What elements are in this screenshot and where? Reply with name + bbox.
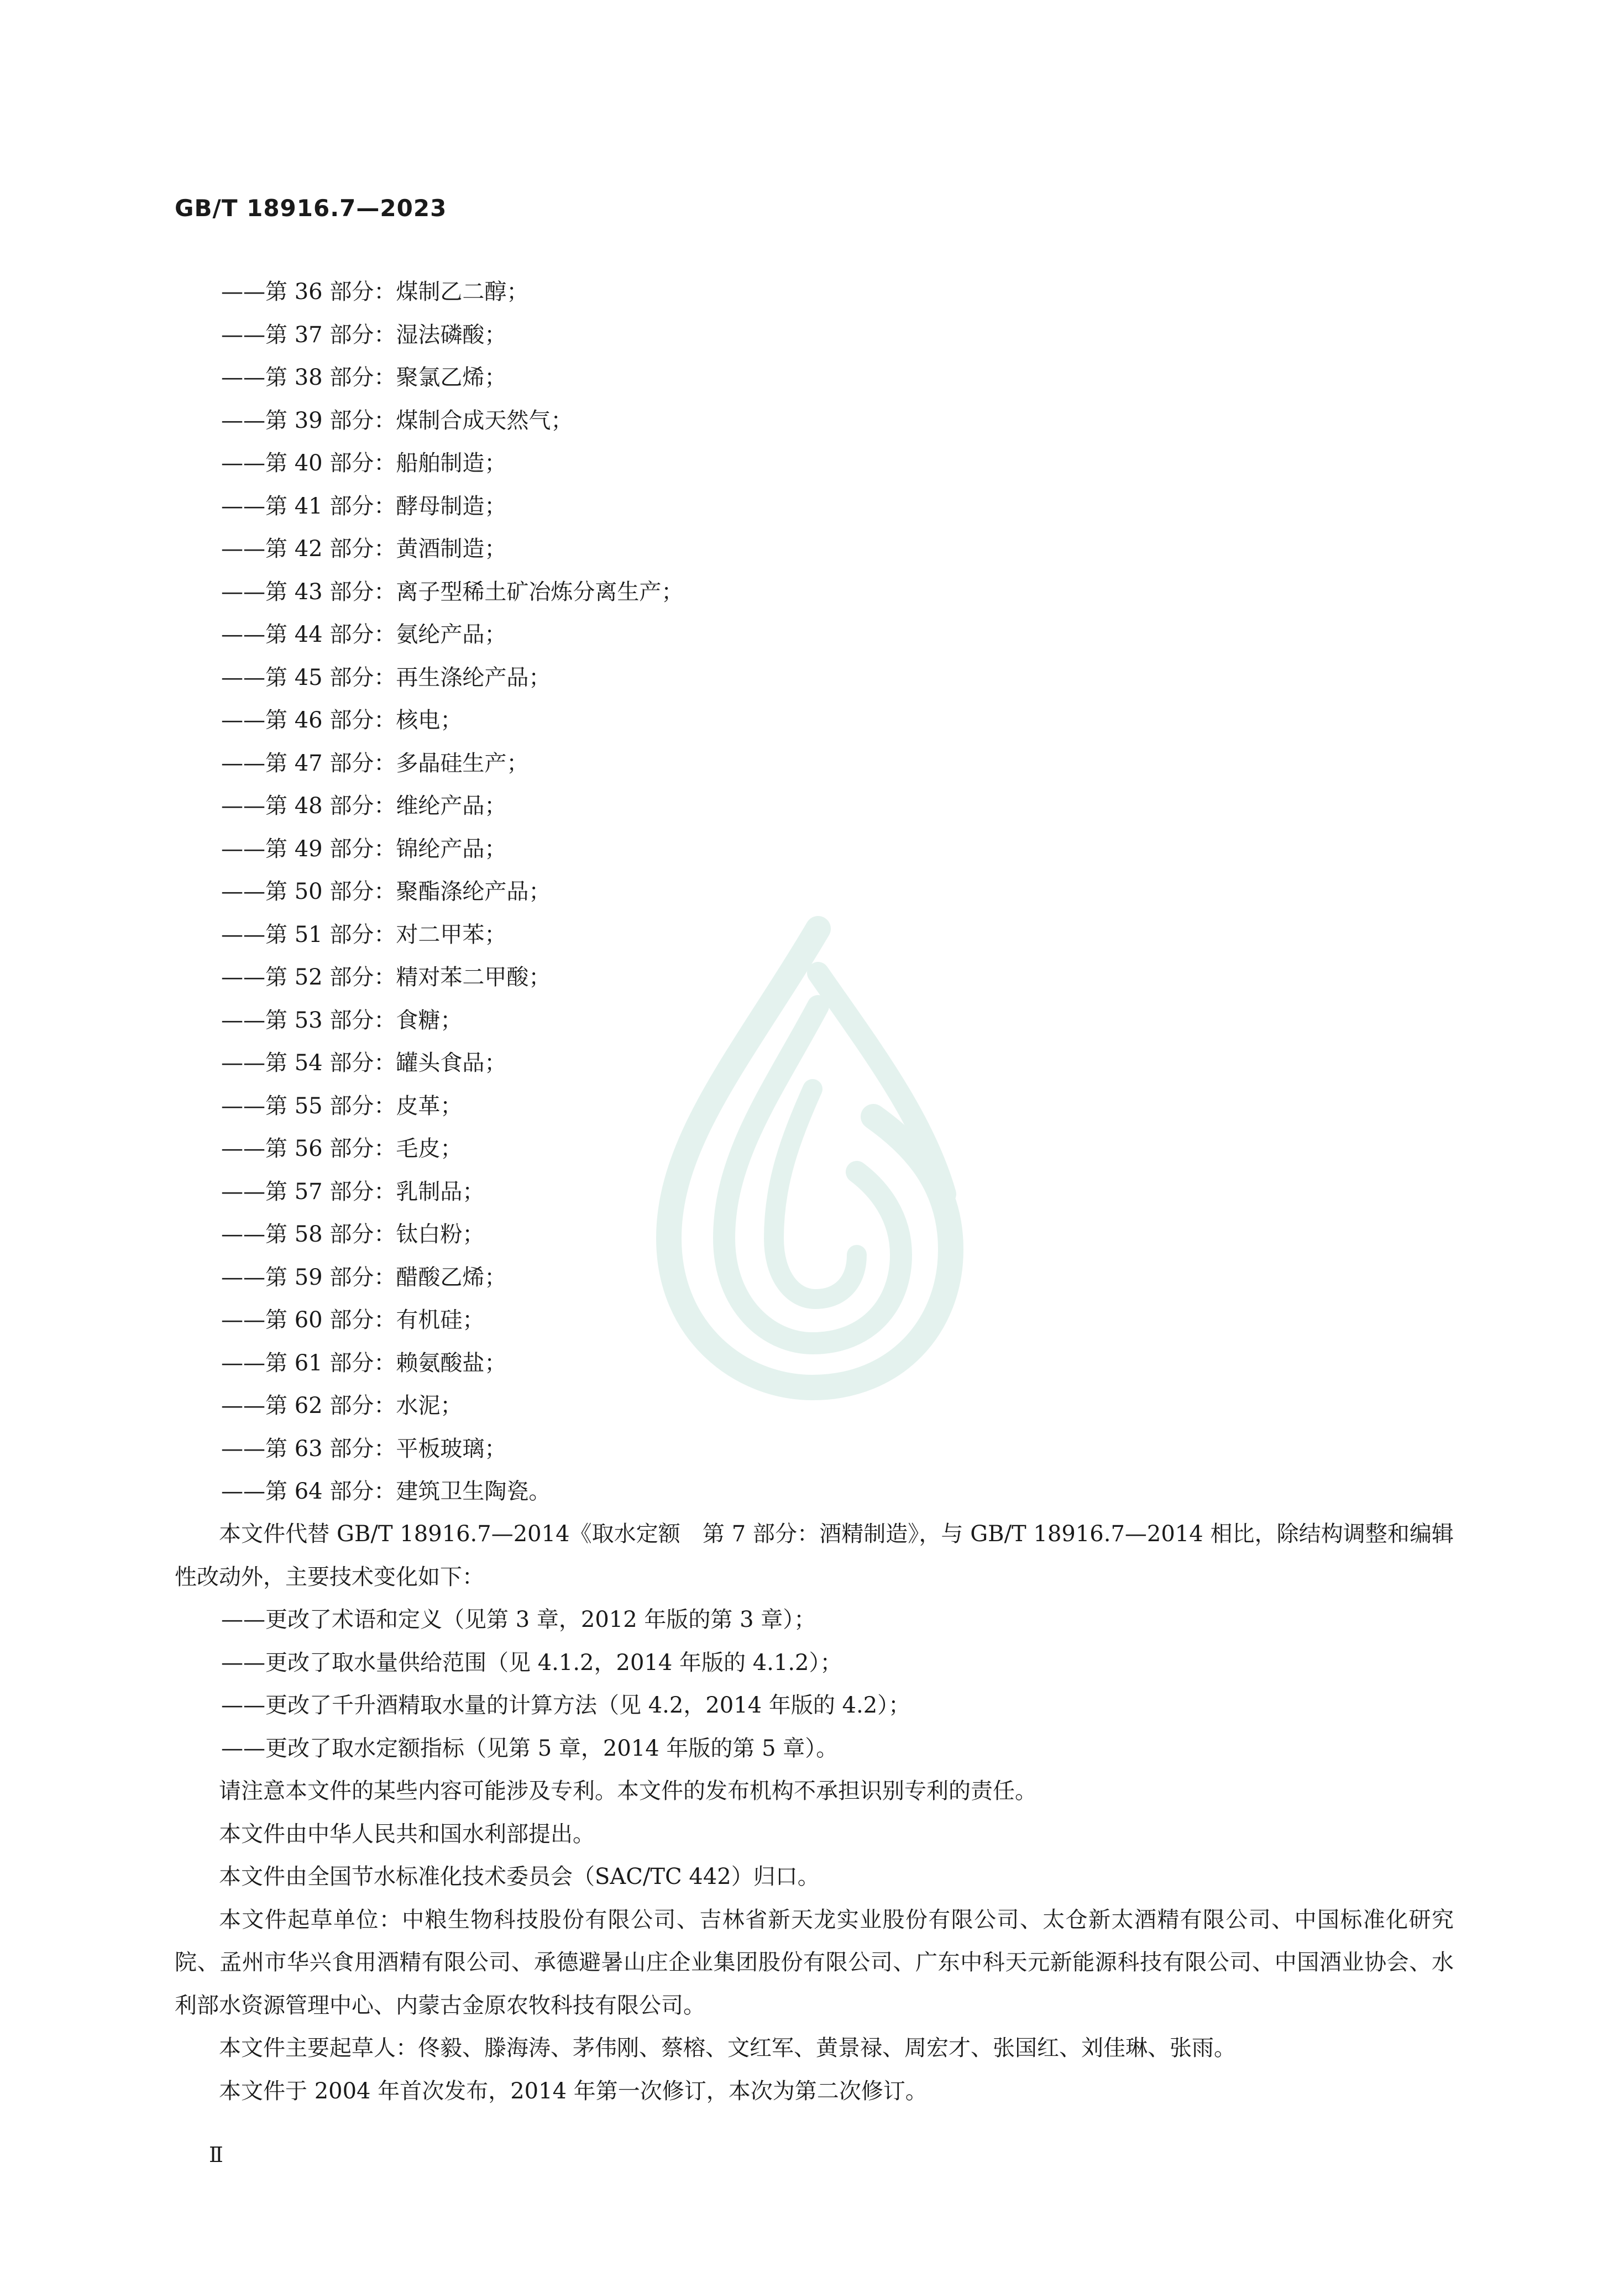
history-paragraph: 本文件于 2004 年首次发布，2014 年第一次修订，本次为第二次修订。 bbox=[219, 2078, 928, 2104]
part-list-item: ——第 64 部分：建筑卫生陶瓷。 bbox=[221, 1479, 551, 1504]
part-list-item: ——第 41 部分：酵母制造； bbox=[221, 493, 507, 519]
change-list-item: ——更改了千升酒精取水量的计算方法（见 4.2，2014 年版的 4.2）； bbox=[221, 1693, 911, 1718]
standard-code-header: GB/T 18916.7—2023 bbox=[175, 195, 447, 222]
part-list-item: ——第 51 部分：对二甲苯； bbox=[221, 922, 507, 947]
parts-list bbox=[221, 271, 1454, 1514]
body-paragraphs bbox=[175, 1513, 1454, 2113]
committee-paragraph: 本文件由全国节水标准化技术委员会（SAC/TC 442）归口。 bbox=[219, 1864, 820, 1889]
change-list-item: ——更改了术语和定义（见第 3 章，2012 年版的第 3 章）； bbox=[221, 1607, 816, 1632]
part-list-item: ——第 48 部分：维纶产品； bbox=[221, 793, 507, 819]
part-list-item: ——第 46 部分：核电； bbox=[221, 708, 463, 733]
part-list-item: ——第 38 部分：聚氯乙烯； bbox=[221, 365, 507, 390]
part-list-item: ——第 39 部分：煤制合成天然气； bbox=[221, 407, 573, 433]
part-list-item: ——第 57 部分：乳制品； bbox=[221, 1179, 485, 1205]
part-list-item: ——第 42 部分：黄酒制造； bbox=[221, 536, 507, 562]
part-list-item: ——第 45 部分：再生涤纶产品； bbox=[221, 664, 551, 690]
part-list-item: ——第 56 部分：毛皮； bbox=[221, 1136, 463, 1161]
part-list-item: ——第 49 部分：锦纶产品； bbox=[221, 836, 507, 862]
proposer-paragraph: 本文件由中华人民共和国水利部提出。 bbox=[219, 1821, 595, 1847]
part-list-item: ——第 60 部分：有机硅； bbox=[221, 1307, 485, 1333]
part-list-item: ——第 50 部分：聚酯涤纶产品； bbox=[221, 879, 551, 904]
part-list-item: ——第 53 部分：食糖； bbox=[221, 1007, 463, 1033]
part-list-item: ——第 63 部分：平板玻璃； bbox=[221, 1436, 507, 1462]
drafters-paragraph: 本文件主要起草人：佟毅、滕海涛、茅伟刚、蔡榕、文红军、黄景禄、周宏才、张国红、刘佳琳、张雨。 bbox=[219, 2035, 1236, 2061]
part-list-item: ——第 40 部分：船舶制造； bbox=[221, 451, 507, 476]
part-list-item: ——第 37 部分：湿法磷酸； bbox=[221, 322, 507, 348]
change-list-item: ——更改了取水量供给范围（见 4.1.2，2014 年版的 4.1.2）； bbox=[221, 1650, 842, 1676]
replacement-paragraph: 本文件代替 GB/T 18916.7—2014《取水定额 第 7 部分：酒精制造》，与 GB/T 18916.7—2014 相比，除结构调整和编辑性改动外，主要技术变化如下： bbox=[175, 1521, 1454, 1590]
part-list-item: ——第 61 部分：赖氨酸盐； bbox=[221, 1350, 507, 1376]
changes-list bbox=[175, 1599, 1454, 1770]
change-list-item: ——更改了取水定额指标（见第 5 章，2014 年版的第 5 章）。 bbox=[221, 1735, 839, 1761]
part-list-item: ——第 59 部分：醋酸乙烯； bbox=[221, 1264, 507, 1290]
part-list-item: ——第 52 部分：精对苯二甲酸； bbox=[221, 965, 551, 990]
drafting-units-paragraph: 本文件起草单位：中粮生物科技股份有限公司、吉林省新天龙实业股份有限公司、太仓新太酒精有限公司、中国标准化研究院、孟州市华兴食用酒精有限公司、承德避暑山庄企业集团股份有限公司、广东中科天元新能源科技有限公司、中国酒业协会、水利部水资源管理中心、内蒙古金原农牧科技有限公司。 bbox=[175, 1907, 1454, 2018]
part-list-item: ——第 43 部分：离子型稀土矿冶炼分离生产； bbox=[221, 579, 684, 605]
part-list-item: ——第 55 部分：皮革； bbox=[221, 1093, 463, 1119]
part-list-item: ——第 58 部分：钛白粉； bbox=[221, 1222, 485, 1247]
part-list-item: ——第 36 部分：煤制乙二醇； bbox=[221, 279, 529, 305]
patent-note: 请注意本文件的某些内容可能涉及专利。本文件的发布机构不承担识别专利的责任。 bbox=[219, 1778, 1037, 1804]
part-list-item: ——第 47 部分：多晶硅生产； bbox=[221, 750, 529, 776]
part-list-item: ——第 44 部分：氨纶产品； bbox=[221, 622, 507, 647]
page-number: Ⅱ bbox=[209, 2143, 223, 2167]
part-list-item: ——第 54 部分：罐头食品； bbox=[221, 1050, 507, 1076]
part-list-item: ——第 62 部分：水泥； bbox=[221, 1393, 463, 1418]
